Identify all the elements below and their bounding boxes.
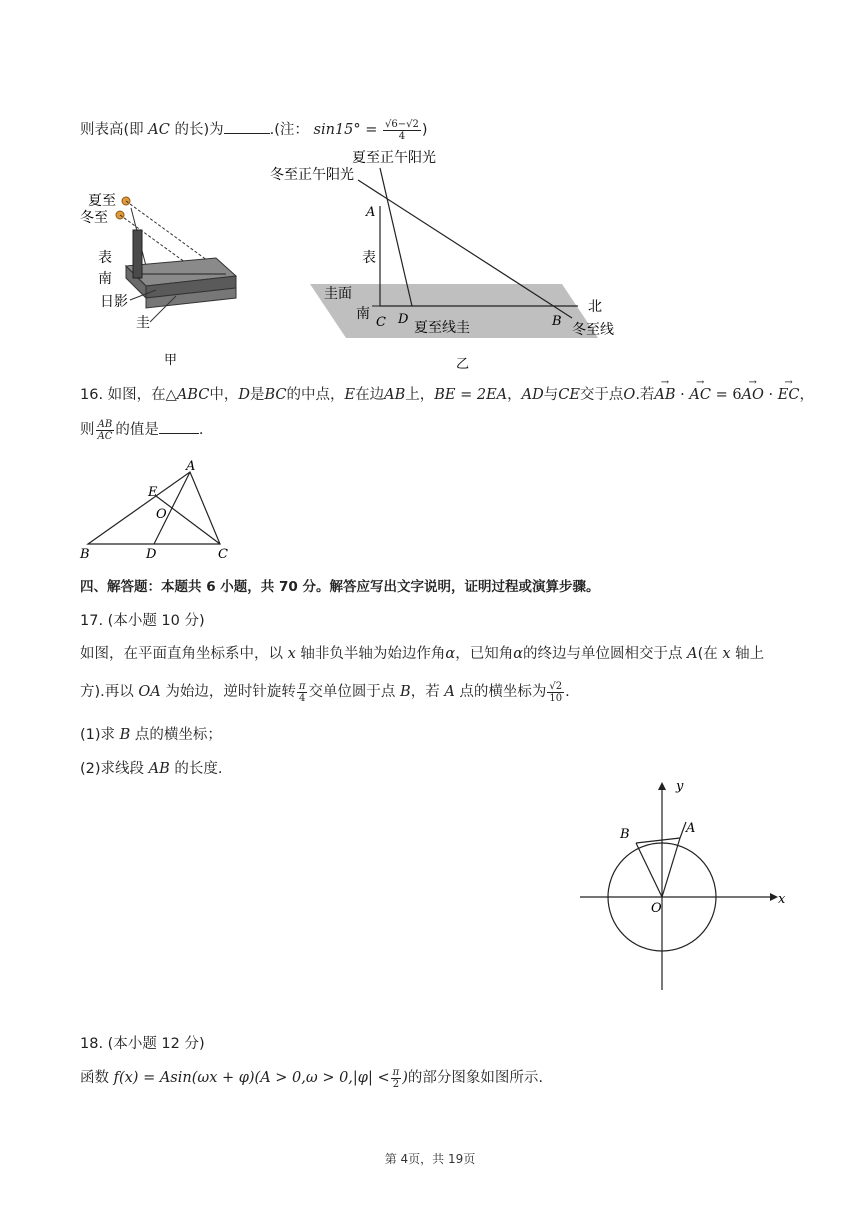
- ab-over-ac-fraction: $\frac{AB}{AC}$: [97, 418, 113, 442]
- vector-ao: → AO: [742, 387, 764, 403]
- axis-label-x: x: [778, 892, 786, 907]
- label-gui: 圭: [136, 315, 150, 331]
- answer-blank: [159, 433, 199, 434]
- math-ac: AC: [148, 122, 170, 138]
- q17-heading: 17. (本小题 10 分): [80, 613, 205, 629]
- caption-yi: 乙: [456, 357, 470, 372]
- x-axis-arrow-icon: [770, 893, 778, 901]
- q16-line1: 16. 如图，在△ABC中，D是BC的中点，E在边AB上，BE = 2EA，AD与CE交于点O.若→ AB · → AC = 6→ AO · → EC，: [80, 383, 814, 404]
- point-label-b: B: [620, 827, 630, 842]
- label-summer-light: 夏至正午阳光: [352, 150, 436, 166]
- q17-line2: 方).再以 OA 为始边，逆时针旋转 $\frac{\pi}{4}$ 交单位圆于点 B，若 A 点的横坐标为 $\frac{√2}{10}$ .: [80, 680, 570, 704]
- point-label-a: A: [686, 821, 696, 836]
- q17-part2: (2)求线段 AB 的长度.: [80, 761, 223, 777]
- point-c: C: [376, 315, 386, 330]
- label-winter-light: 冬至正午阳光: [270, 167, 354, 183]
- section-4-heading: 四、解答题：本题共 6 小题，共 70 分。解答应写出文字说明，证明过程或演算步骤。: [80, 579, 600, 595]
- label-nan-yi: 南: [356, 306, 370, 322]
- q18-heading: 18. (本小题 12 分): [80, 1036, 205, 1052]
- pi-over-2-fraction: $\frac{\pi}{2}$: [392, 1066, 400, 1090]
- point-a: A: [366, 205, 376, 220]
- tri-label-a: A: [186, 459, 196, 474]
- label-summer: 夏至: [88, 193, 116, 209]
- gnomon-post: [133, 230, 142, 278]
- label-winter-line: 冬至线: [572, 322, 614, 338]
- vector-ab: → AB: [654, 387, 675, 403]
- point-d: D: [398, 312, 409, 327]
- label-winter: 冬至: [80, 210, 108, 226]
- label-nan: 南: [98, 271, 112, 287]
- q15-answer-line: 则表高(即 AC 的长)为 .(注： sin15° = $\frac{√6-√2}{4}$ ): [80, 118, 428, 142]
- page-footer: 第 4页，共 19页: [384, 1152, 476, 1166]
- point-b: B: [552, 314, 562, 329]
- q17-line1: 如图，在平面直角坐标系中，以 x 轴非负半轴为始边作角α，已知角α的终边与单位圆相交于点 A(在 x 轴上: [80, 646, 765, 662]
- q16-line2: 则 $\frac{AB}{AC}$ 的值是 .: [80, 418, 204, 442]
- label-summer-line: 夏至线圭: [414, 320, 470, 336]
- caption-jia: 甲: [164, 353, 178, 368]
- origin-label: O: [651, 901, 662, 916]
- y-axis-arrow-icon: [658, 782, 666, 790]
- vector-ac: → AC: [689, 387, 711, 403]
- q17-part1: (1)求 B 点的横坐标；: [80, 727, 222, 743]
- figure-17-unit-circle: [574, 776, 794, 998]
- figure-yi: [262, 146, 642, 376]
- tri-label-b: B: [80, 547, 90, 562]
- q18-line1: 函数 f(x) = Asin(ωx + φ)(A > 0,ω > 0,|φ| < $\frac{\pi}{2}$ )的部分图象如图所示.: [80, 1066, 543, 1090]
- label-bei: 北: [588, 299, 602, 315]
- label-biao-yi: 表: [362, 250, 376, 266]
- sqrt2-over-10-fraction: $\frac{√2}{10}$: [549, 680, 563, 704]
- tri-label-d: D: [146, 547, 157, 562]
- axis-label-y: y: [676, 779, 684, 794]
- tri-label-c: C: [218, 547, 228, 562]
- label-riying: 日影: [100, 294, 128, 310]
- vector-ec: → EC: [778, 387, 800, 403]
- figure-jia: [76, 186, 256, 376]
- label-biao: 表: [98, 250, 112, 266]
- label-guimian: 圭面: [324, 286, 352, 302]
- tri-label-e: E: [148, 485, 158, 500]
- tri-label-o: O: [156, 507, 167, 522]
- figure-16-triangle: [78, 458, 248, 564]
- answer-blank: [224, 133, 270, 134]
- sin15-fraction: $\frac{√6-√2}{4}$: [385, 118, 419, 142]
- pi-over-4-fraction: $\frac{\pi}{4}$: [298, 680, 306, 704]
